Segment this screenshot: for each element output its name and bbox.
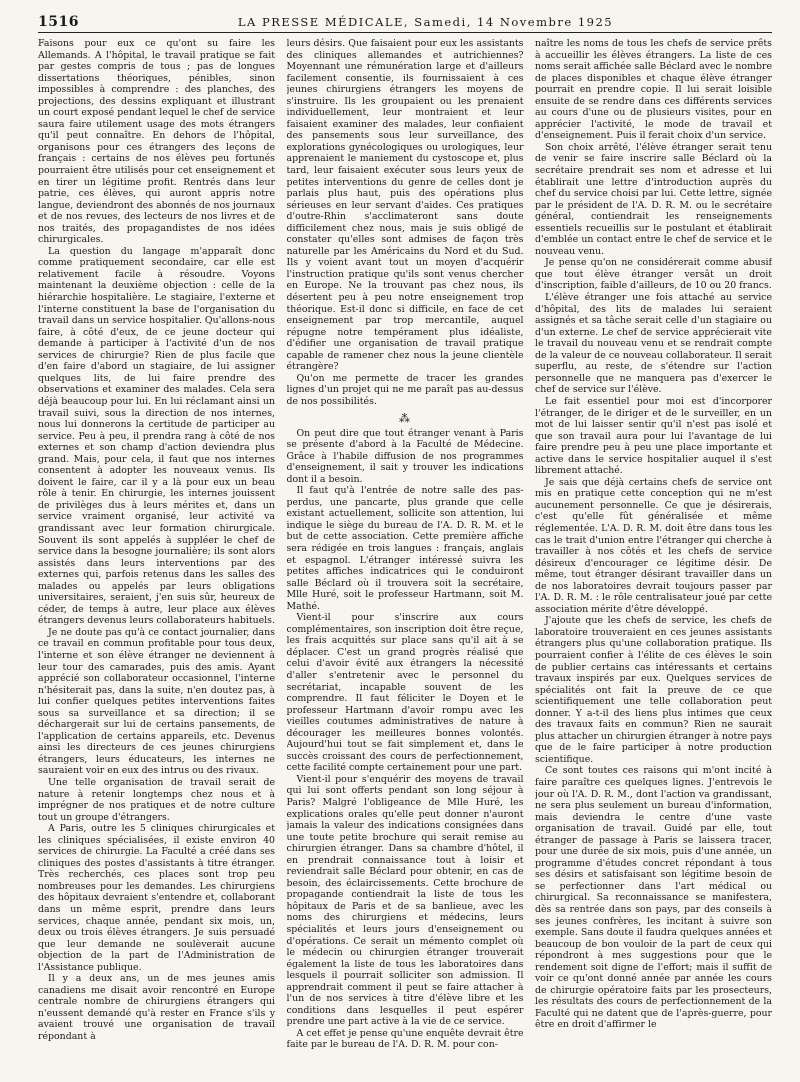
column-2 bbox=[287, 38, 524, 1074]
paragraph: Vient-il pour s'inscrire aux cours complémentaires, son inscription doit être reçue, les frais acquittés sur place sans qu'il ait à se déplacer. C'est un grand progrès réalisé que celui d'avoir évité aux étrangers la nécessité d'aller s'entretenir avec le personnel du secrétariat, incapable souvent de les comprendre. Il faut féliciter le Doyen et le professeur Hartmann d'avoir rompu avec les vieilles coutumes administratives de nature à décourager les meilleures bonnes volontés. Aujourd'hui tout se fait simplement et, dans le succès croissant des cours de perfectionnement, cette facilité compte certainement pour une part. bbox=[286, 612, 524, 774]
paragraph: A cet effet je pense qu'une enquête devrait être faite par le bureau de l'A. D. R. M. pour con- bbox=[286, 1027, 524, 1051]
paragraph: La question du langage m'apparaît donc comme pratiquement secondaire, car elle est relativement facile à résoudre. Voyons maintenant la deuxième objection : celle de la hiérarchie hospitalière. Le stagiaire, l'externe et l'interne constituent la base de l'organisation du travail dans un service hospitalier. Qu'allons-nous faire, à côté d'eux, de ce jeune docteur qui demande à participer à l'activité d'un de nos services de chirurgie? Rien de plus facile que d'en faire d'abord un stagiaire, de lui assigner quelques lits, de lui faire prendre des observations et examiner des malades. Cela sera déjà beaucoup pour lui. En lui réclamant ainsi un travail suivi, sous la direction de nos internes, nous lui donnerons la certitude de participer au service. Peu à peu, il prendra rang à côté de nos externes et son champ d'action deviendra plus grand. Mais, pour cela, il faut que nos internes consentent à adopter les nouveaux venus. Ils doivent le faire, car il y a là pour eux un beau rôle à tenir. En chirurgie, les internes jouissent de privilèges dus à leurs mérites et, dans un service vraiment organisé, leur activité va grandissant avec leur formation chirurgicale. Souvent ils sont appelés à suppléer le chef de service dans la besogne journalière; ils sont alors assistés dans leurs interventions par des externes qui, parfois retenus dans les salles des malades ou appelés par leurs obligations universitaires, seraient, j'en suis sûr, heureux de céder, de temps à autre, leur place aux élèves étrangers devenus leurs collaborateurs habituels. bbox=[38, 245, 275, 627]
paragraph: Ce sont toutes ces raisons qui m'ont incité à faire paraître ces quelques lignes. J'entrevois le jour où l'A. D. R. M., dont l'action va grandissant, ne sera plus seulement un bureau d'information, mais deviendra le centre d'une vaste organisation de travail. Guidé par elle, tout étranger de passage à Paris se laissera tracer, pour une durée de six mois, puis d'une année, un programme d'études concret répondant à tous ses désirs et satisfaisant son légitime besoin de se perfectionner dans l'art médical ou chirurgical. Sa reconnaissance se manifestera, dès sa rentrée dans son pays, par des conseils à ses jeunes confrères, les incitant à suivre son exemple. Sans doute il faudra quelques années et beaucoup de bon vouloir de la part de ceux qui répondront à mes suggestions pour que le rendement soit digne de l'effort; mais il suffit de voir ce qu'ont donné année par année les cours de chirurgie opératoire faits par les prosecteurs, les résultats des cours de perfectionnement de la Faculté qui ne datent que de l'après-guerre, pour être en droit d'affirmer le bbox=[535, 765, 772, 1031]
paragraph: Je ne doute pas qu'à ce contact journalier, dans ce travail en commun profitable pour tous deux, l'interne et son élève étranger ne deviennent à leur tour des camarades, puis des amis. Ayant apprécié son collaborateur occasionnel, l'interne n'hésiterait pas, dans la suite, n'en doutez pas, à lui confier quelques petites interventions faites sous sa surveillance et sa direction; il se déchargerait sur lui de certains pansements, de l'application de certains appareils, etc. Devenus ainsi les directeurs de ces jeunes chirurgiens étrangers, leurs éducateurs, les internes ne sauraient voir en eux des intrus ou des rivaux. bbox=[38, 626, 275, 777]
page-header bbox=[38, 8, 772, 33]
column-1 bbox=[38, 38, 275, 1074]
paragraph: L'élève étranger une fois attaché au service d'hôpital, des lits de malades lui seraient assignés et sa tâche serait celle d'un stagiaire ou d'un externe. Le chef de service apprécierait vite le travail du nouveau venu et se rendrait compte de la valeur de ce nouveau collaborateur. Il serait superflu, au reste, de s'étendre sur l'action personnelle que ne manquera pas d'exercer le chef de service sur l'élève. bbox=[535, 292, 772, 396]
paragraph: On peut dire que tout étranger venant à Paris se présente d'abord à la Faculté de Médecine. Grâce à l'habile diffusion de nos programmes d'enseignement, il sait y trouver les indications dont il a besoin. bbox=[286, 427, 524, 485]
paragraph: J'ajoute que les chefs de service, les chefs de laboratoire trouveraient en ces jeunes assistants étrangers plus qu'une collaboration pratique. Ils pourraient confier à l'élite de ces élèves le soin de publier certains cas intéressants et certains travaux inspirés par eux. Quelques services de spécialités ont fait la preuve de ce que scientifiquement une telle collaboration peut donner. Y a-t-il des liens plus intimes que ceux des travaux faits en commun? Rien ne saurait plus attacher un chirurgien étranger à notre pays que de le faire participer à notre production scientifique. bbox=[535, 615, 772, 765]
column-3 bbox=[535, 38, 772, 1074]
paragraph: Faisons pour eux ce qu'ont su faire les Allemands. A l'hôpital, le travail pratique se fait par gestes compris de tous ; pas de longues dissertations théoriques, pénibles, sinon impossibles à comprendre : des planches, des projections, des dessins expliquant et illustrant un court exposé pendant lequel le chef de service saura faire utilement usage des mots étrangers qu'il peut connaître. En dehors de l'hôpital, organisons pour ces étrangers des leçons de français : certains de nos élèves peu fortunés pourraient être utilisés pour cet enseignement et en tirer un légitime profit. Rentrés dans leur patrie, ces élèves, qui auront appris notre langue, deviendront des abonnés de nos journaux et de nos revues, des lecteurs de nos livres et de nos traités, des propagandistes de nos idées chirurgicales. bbox=[38, 38, 275, 246]
paragraph: Il faut qu'à l'entrée de notre salle des pas-perdus, une pancarte, plus grande que celle existant actuellement, sollicite son attention, lui indique le siège du bureau de l'A. D. R. M. et le but de cette association. Cette première affiche sera rédigée en trois langues : français, anglais et espagnol. L'étranger intéressé suivra les petites affiches indicatrices qui le conduiront salle Béclard où il trouvera soit la secrétaire, Mlle Huré, soit le professeur Hartmann, soit M. Mathé. bbox=[286, 485, 524, 612]
paragraph: A Paris, outre les 5 cliniques chirurgicales et les cliniques spécialisées, il existe environ 40 services de chirurgie. La Faculté a créé dans ses cliniques des postes d'assistants à titre étranger. Très recherchés, ces places sont trop peu nombreuses pour les demandes. Les chirurgiens des hôpitaux devraient s'entendre et, collaborant dans un même esprit, prendre dans leurs services, chaque année, pendant six mois, un, deux ou trois élèves étrangers. Je suis persuadé que leur demande ne soulèverait aucune objection de la part de l'Administration de l'Assistance publique. bbox=[38, 823, 275, 973]
section-divider-asterism: ⁂ bbox=[399, 411, 411, 425]
paragraph: Qu'on me permette de tracer les grandes lignes d'un projet qui ne me paraît pas au-dessus de nos possibilités. bbox=[286, 372, 524, 407]
paragraph: Il y a deux ans, un de mes jeunes amis canadiens me disait avoir rencontré en Europe centrale nombre de chirurgiens étrangers qui n'eussent demandé qu'à rester en France s'ils y avaient trouvé une organisation de travail répondant à bbox=[38, 973, 275, 1043]
paragraph: Une telle organisation de travail serait de nature à retenir longtemps chez nous et à imprégner de nos pratiques et de notre culture tout un groupe d'étrangers. bbox=[38, 777, 275, 823]
paragraph: Son choix arrêté, l'élève étranger serait tenu de venir se faire inscrire salle Béclard où la secrétaire prendrait ses nom et adresse et lui établirait une lettre d'introduction auprès du chef du service choisi par lui. Cette lettre, signée par le président de l'A. D. R. M. ou le secrétaire général, contiendrait les renseignements essentiels recueillis sur le postulant et établirait d'emblée un contact entre le chef de service et le nouveau venu. bbox=[535, 141, 772, 257]
paragraph: Le fait essentiel pour moi est d'incorporer l'étranger, de le diriger et de le surveiller, en un mot de lui laisser sentir qu'il n'est pas isolé et que son travail aura pour lui l'avantage de lui faire prendre peu à peu une place importante et active dans le service hospitalier auquel il s'est librement attaché. bbox=[535, 395, 772, 477]
paragraph: Vient-il pour s'enquérir des moyens de travail qui lui sont offerts pendant son long séjour à Paris? Malgré l'obligeance de Mlle Huré, les explications orales qu'elle peut donner n'auront jamais la valeur des indications consignées dans une toute petite brochure qui serait remise au chirurgien étranger. Dans sa chambre d'hôtel, il en prendrait connaissance tout à loisir et reviendrait salle Béclard pour obtenir, en cas de besoin, des éclaircissements. Cette brochure de propagande contiendrait la liste de tous les hôpitaux de Paris et de sa banlieue, avec les noms des chirurgiens et médecins, leurs spécialités et leurs jours d'enseignement ou d'opérations. Ce serait un mémento complet où le médecin ou chirurgien étranger trouverait également la liste de tous les laboratoires dans lesquels il pourrait solliciter son admission. Il apprendrait comment il peut se faire attacher à l'un de nos services à titre d'élève libre et les conditions dans lesquelles il peut espérer prendre une part active à la vie de ce service. bbox=[286, 773, 524, 1028]
paragraph: Je pense qu'on ne considérerait comme abusif que tout élève étranger versât un droit d'inscription, faible d'ailleurs, de 10 ou 20 francs. bbox=[535, 257, 772, 292]
paragraph: Je sais que déjà certains chefs de service ont mis en pratique cette conception qui ne m'est aucunement personnelle. Ce que je désirerais, c'est qu'elle fût généralisée et même réglementée. L'A. D. R. M. doit être dans tous les cas le trait d'union entre l'étranger qui cherche à travailler à nos côtés et les chefs de service désireux d'encourager ce légitime désir. De même, tout étranger désirant travailler dans un de nos laboratoires devrait toujours passer par l'A. D. R. M. : le rôle centralisateur joué par cette association mérite d'être développé. bbox=[535, 476, 772, 615]
paragraph: leurs désirs. Que faisaient pour eux les assistants des cliniques allemandes et autrichiennes? Moyennant une rémunération large et d'ailleurs facilement consentie, ils fournissaient à ces jeunes chirurgiens étrangers les moyens de s'instruire. Ils les groupaient ou les prenaient individuellement, leur montraient et leur faisaient examiner des malades, leur confiaient des pansements sous leur surveillance, des explorations gynécologiques ou urologiques, leur apprenaient le maniement du cystoscope et, plus tard, leur faisaient exécuter sous leurs yeux de petites interventions du genre de celles dont je parlais plus haut, puis des opérations plus sérieuses en leur servant d'aides. Ces pratiques d'outre-Rhin s'acclimateront sans doute difficilement chez nous, mais je suis obligé de constater qu'elles sont admises de façon très naturelle par les Américains du Nord et du Sud. Ils y voient avant tout un moyen d'acquérir l'instruction pratique qu'ils sont venus chercher en Europe. Ne la trouvant pas chez nous, ils désertent peu à peu notre enseignement trop théorique. Est-il donc si difficile, en face de cet enseignement par trop mercantile, auquel répugne notre tempérament plus idéaliste, d'édifier une organisation de travail pratique capable de ramener chez nous la jeune clientèle étrangère? bbox=[286, 38, 524, 373]
article-columns bbox=[38, 38, 772, 1074]
page-number: 1516 bbox=[38, 14, 79, 30]
running-title: LA PRESSE MÉDICALE, Samedi, 14 Novembre 1925 bbox=[237, 15, 614, 29]
paragraph: naître les noms de tous les chefs de service prêts à accueillir les élèves étrangers. La liste de ces noms serait affichée salle Béclard avec le nombre de places disponibles et chaque élève étranger pourrait en prendre copie. Il lui serait loisible ensuite de se rendre dans ces différents services au cours d'une ou de plusieurs visites, pour en apprécier l'activité, le mode de travail et d'enseignement. Puis il ferait choix d'un service. bbox=[535, 38, 772, 142]
